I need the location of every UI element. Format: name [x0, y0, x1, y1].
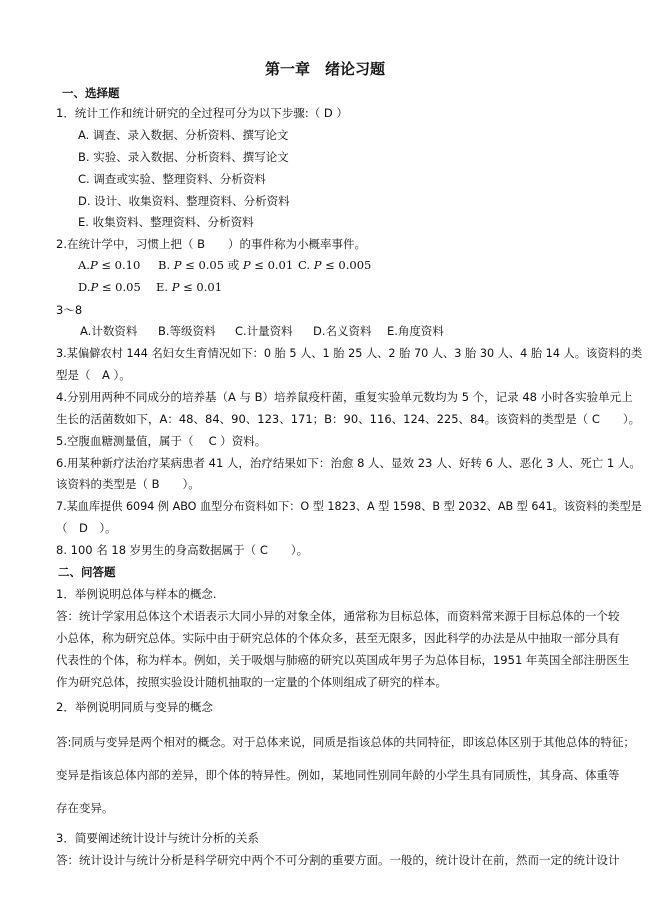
question-2-option-d: D.P ≤ 0.05 — [78, 280, 141, 294]
question-1-option: A. 调查、录入数据、分析资料、撰写论文 — [78, 128, 289, 142]
question-7-line: 7.某血库提供 6094 例 ABO 血型分布资料如下：O 型 1823、A 型 1598、B 型 2032、AB 型 641。该资料的类型是 — [56, 499, 642, 513]
shared-option: B.等级资料 — [158, 324, 216, 338]
question-1-stem: 1．统计工作和统计研究的全过程可分为以下步骤:（ D ） — [56, 106, 348, 120]
question-7-line: （ D ）。 — [56, 521, 117, 535]
qa-1-answer-line: 答：统计学家用总体这个术语表示大同小异的对象全体，通常称为目标总体，而资料常来源于目标总体的一个较 — [56, 609, 620, 623]
section-qa-heading: 二、问答题 — [58, 565, 116, 579]
question-2-stem: 2.在统计学中，习惯上把（ B ）的事件称为小概率事件。 — [56, 237, 367, 251]
shared-option: A.计数资料 — [80, 324, 138, 338]
qa-3-question: 3．简要阐述统计设计与统计分析的关系 — [56, 831, 259, 845]
qa-2-answer-line: 变异是指该总体内部的差异，即个体的特异性。例如，某地同性别同年龄的小学生具有同质性，其身高、体重等 — [56, 768, 620, 782]
question-5-line: 5.空腹血糖测量值，属于（ C ）资料。 — [56, 434, 267, 448]
section-choice-heading: 一、选择题 — [62, 86, 120, 100]
question-8-line: 8. 100 名 18 岁男生的身高数据属于（ C ）。 — [56, 543, 309, 557]
qa-2-answer-line: 存在变异。 — [56, 801, 114, 815]
questions-3-8-range: 3～8 — [56, 303, 83, 317]
question-2-option-c: C. P ≤ 0.005 — [298, 258, 372, 272]
qa-1-answer-line: 代表性的个体，称为样本。例如，关于吸烟与肺癌的研究以英国成年男子为总体目标，1951 年英国全部注册医生 — [56, 653, 630, 667]
questions-3-8-options — [80, 325, 460, 341]
qa-1-answer-line: 小总体，称为研究总体。实际中由于研究总体的个体众多，甚至无限多，因此科学的办法是从中抽取一部分具有 — [56, 631, 620, 645]
question-3-line: 型是（ A ）。 — [56, 368, 131, 382]
qa-1-question: 1．举例说明总体与样本的概念. — [56, 587, 217, 601]
question-3-line: 3.某偏僻农村 144 名妇女生育情况如下：0 胎 5 人、1 胎 25 人、2 胎 70 人、3 胎 30 人、4 胎 14 人。该资料的类 — [56, 346, 643, 360]
question-1-option: D. 设计、收集资料、整理资料、分析资料 — [78, 194, 290, 208]
question-2-option-a: A.P ≤ 0.10 — [78, 258, 141, 272]
question-4-line: 4.分别用两种不同成分的培养基（A 与 B）培养鼠疫杆菌，重复实验单元数均为 5 个，记录 48 小时各实验单元上 — [56, 390, 633, 404]
shared-option: E.角度资料 — [387, 324, 444, 338]
question-6-line: 该资料的类型是（ B ）。 — [56, 477, 200, 491]
question-1-option: C. 调查或实验、整理资料、分析资料 — [78, 172, 266, 186]
question-2-option-b: B. P ≤ 0.05 或 P ≤ 0.01 — [158, 258, 294, 272]
qa-3-answer-line: 答：统计设计与统计分析是科学研究中两个不可分割的重要方面。一般的，统计设计在前，然而一定的统计设计 — [56, 853, 620, 867]
question-1-option: B. 实验、录入数据、分析资料、撰写论文 — [78, 150, 289, 164]
question-2-option-e: E. P ≤ 0.01 — [156, 280, 223, 294]
qa-2-answer-line: 答:同质与变异是两个相对的概念。对于总体来说，同质是指该总体的共同特征，即该总体区别于其他总体的特征； — [56, 735, 635, 749]
shared-option: D.名义资料 — [313, 324, 372, 338]
qa-2-question: 2．举例说明同质与变异的概念 — [56, 700, 213, 714]
qa-1-answer-line: 作为研究总体，按照实验设计随机抽取的一定量的个体则组成了研究的样本。 — [56, 675, 447, 689]
question-1-option: E. 收集资料、整理资料、分析资料 — [78, 215, 254, 229]
chapter-title: 第一章 绪论习题 — [264, 60, 385, 78]
question-4-line: 生长的活菌数如下，A：48、84、90、123、171；B：90、116、124、225、84。该资料的类型是（ C ）。 — [56, 412, 641, 426]
question-6-line: 6.用某种新疗法治疗某病患者 41 人，治疗结果如下：治愈 8 人、显效 23 人、好转 6 人、恶化 3 人、死亡 1 人。 — [56, 456, 641, 470]
shared-option: C.计量资料 — [235, 324, 293, 338]
